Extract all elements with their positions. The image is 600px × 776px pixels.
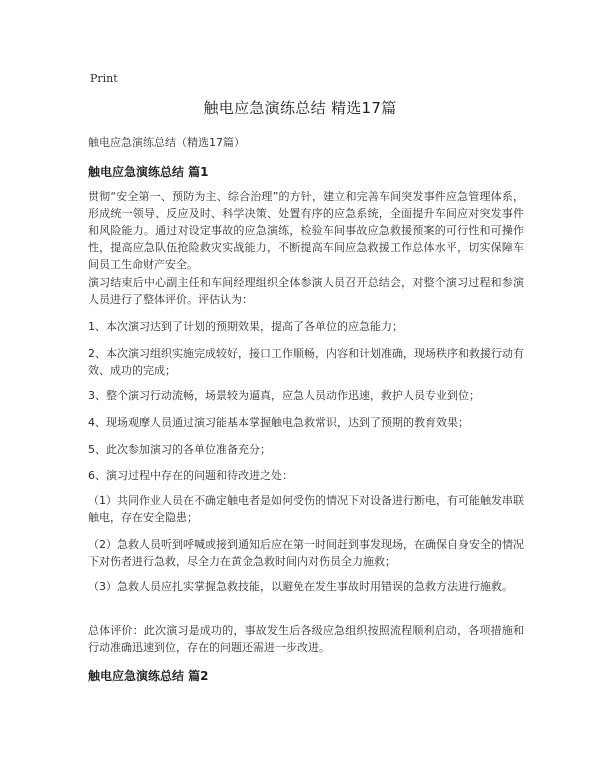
list-item: （2）急救人员听到呼喊或接到通知后应在第一时间赶到事发现场，在确保自身安全的情况下对伤者进行急救，尽全力在黄金急救时间内对伤员全力施救； xyxy=(88,538,524,568)
list-item: （3）急救人员应扎实掌握急救技能，以避免在发生事故时用错误的急救方法进行施救。 xyxy=(88,580,513,593)
section-heading: 触电应急演练总结 篇1 xyxy=(88,165,209,179)
paragraph: 总体评价：此次演习是成功的，事故发生后各级应急组织按照流程顺利启动，各项措施和行动准确迅速到位，存在的问题还需进一步改进。 xyxy=(88,624,524,654)
paragraph: 演习结束后中心副主任和车间经理组织全体参演人员召开总结会，对整个演习过程和参演人员进行了整体评价。评估认为： xyxy=(88,276,524,306)
paragraph: 贯彻“安全第一、预防为主、综合治理”的方针，建立和完善车间突发事件应急管理体系，形成统一领导、反应及时、科学决策、处置有序的应急系统，全面提升车间应对突发事件和风险能力。通过对设定事故的应急演练，检验车间事故应急救援预案的可行性和可操作性，提高应急队伍抢险救灾实战能力，不断提高车间应急救援工作总体水平，切实保障车间员工生命财产安全。 xyxy=(88,190,524,271)
list-item: 2、本次演习组织实施完成较好，接口工作顺畅，内容和计划准确，现场秩序和救援行动有效、成功的完成； xyxy=(88,347,524,377)
print-link[interactable]: Print xyxy=(90,72,118,85)
list-item: 5、此次参加演习的各单位准备充分； xyxy=(88,443,271,456)
section-heading: 触电应急演练总结 篇2 xyxy=(88,669,209,683)
document-subtitle: 触电应急演练总结（精选17篇） xyxy=(88,136,245,149)
list-item: 4、现场观摩人员通过演习能基本掌握触电急救常识，达到了预期的教育效果； xyxy=(88,416,469,429)
list-item: 3、整个演习行动流畅，场景较为逼真，应急人员动作迅速，救护人员专业到位； xyxy=(88,389,480,402)
list-item: 6、演习过程中存在的问题和待改进之处： xyxy=(88,469,293,482)
list-item: 1、本次演习达到了计划的预期效果，提高了各单位的应急能力； xyxy=(88,320,403,333)
page-title: 触电应急演练总结 精选17篇 xyxy=(203,99,397,117)
list-item: （1）共同作业人员在不确定触电者是如何受伤的情况下对设备进行断电，有可能触发串联触电，存在安全隐患； xyxy=(88,494,524,524)
